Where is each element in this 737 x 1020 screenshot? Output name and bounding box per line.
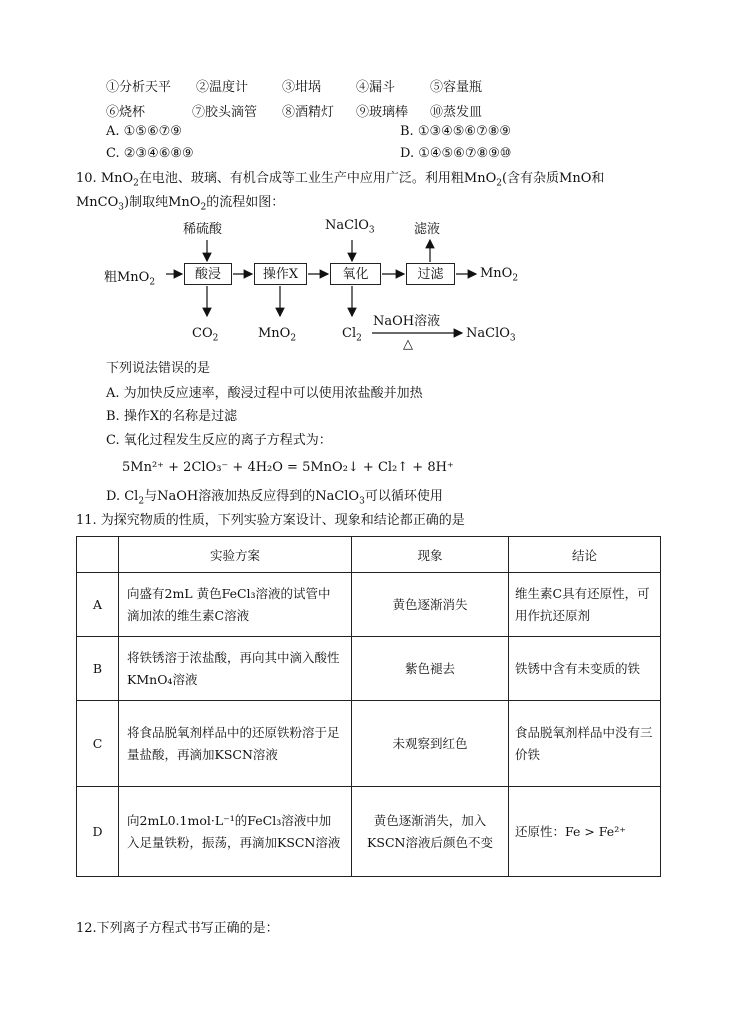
equipment-item-6: ⑥烧杯 [106, 105, 146, 120]
q11-stem: 11. 为探究物质的性质，下列实验方案设计、现象和结论都正确的是 [76, 513, 465, 528]
row-label: A [77, 573, 119, 637]
q10-option-b: B. 操作X的名称是过滤 [106, 409, 238, 424]
q10-option-d: D. $Cl_2$与NaOH溶液加热反应得到的NaClO$_3$可以循环使用 [106, 489, 443, 507]
equipment-item-1: ①分析天平 [106, 80, 172, 95]
flow-step-filtration: 过滤 [406, 263, 455, 285]
row-plan: 向2mL0.1mol·L⁻¹的FeCl₃溶液中加入足量铁粉，振荡，再滴加KSCN溶液 [119, 787, 352, 877]
flow-start-crude-mno2: 粗MnO$_2$ [104, 270, 156, 288]
q9-option-b: B. ①③④⑤⑥⑦⑧⑨ [400, 124, 512, 139]
row-label: B [77, 637, 119, 701]
q10-equation: 5Mn²⁺ + 2ClO₃⁻ + 4H₂O = 5MnO₂↓ + Cl₂↑ + 8H⁺ [122, 460, 454, 475]
flow-condition-naoh: NaOH溶液 [373, 314, 441, 329]
equipment-item-8: ⑧酒精灯 [282, 105, 335, 120]
flow-byproduct-co2: $CO_2$ [192, 326, 219, 344]
table-header-conclusion: 结论 [509, 537, 661, 573]
row-label: D [77, 787, 119, 877]
flow-step-acid-leach: 酸浸 [184, 263, 232, 285]
row-phenomenon: 紫色褪去 [352, 637, 509, 701]
table-row [77, 701, 661, 787]
flow-byproduct-mno2: MnO$_2$ [258, 326, 297, 344]
row-phenomenon: 黄色逐渐消失，加入KSCN溶液后颜色不变 [352, 787, 509, 877]
flow-condition-heat: △ [403, 337, 413, 352]
table-header-plan: 实验方案 [119, 537, 352, 573]
table-row [77, 637, 661, 701]
q10-option-c: C. 氧化过程发生反应的离子方程式为： [106, 433, 332, 448]
row-plan: 向盛有2mL 黄色FeCl₃溶液的试管中滴加浓的维生素C溶液 [119, 573, 352, 637]
experiment-table [76, 536, 661, 877]
row-conclusion: 食品脱氧剂样品中没有三价铁 [509, 701, 661, 787]
flow-end-mno2: MnO$_2$ [480, 266, 519, 284]
row-phenomenon: 未观察到红色 [352, 701, 509, 787]
table-header-label [77, 537, 119, 573]
row-conclusion: 维生素C具有还原性，可用作抗还原剂 [509, 573, 661, 637]
q10-stem-line1: 10. MnO$_2$在电池、玻璃、有机合成等工业生产中应用广泛。利用粗MnO$_2$(含有杂质MnO和 [76, 171, 605, 189]
equipment-item-10: ⑩蒸发皿 [430, 105, 483, 120]
table-header-row [77, 537, 661, 573]
row-plan: 将食品脱氧剂样品中的还原铁粉溶于足量盐酸，再滴加KSCN溶液 [119, 701, 352, 787]
flow-reagent-sulfuric-acid: 稀硫酸 [183, 222, 223, 237]
flow-filtrate: 滤液 [414, 222, 441, 237]
table-header-phenomenon: 现象 [352, 537, 509, 573]
flow-reagent-naclo3: NaClO$_3$ [325, 218, 375, 236]
equipment-item-2: ②温度计 [196, 80, 249, 95]
row-phenomenon: 黄色逐渐消失 [352, 573, 509, 637]
equipment-item-3: ③坩埚 [282, 80, 322, 95]
table-row [77, 787, 661, 877]
q9-option-d: D. ①④⑤⑥⑦⑧⑨⑩ [400, 146, 512, 161]
q9-option-a: A. ①⑤⑥⑦⑨ [106, 124, 182, 139]
q9-option-c: C. ②③④⑥⑧⑨ [106, 146, 194, 161]
q10-option-a: A. 为加快反应速率，酸浸过程中可以使用浓盐酸并加热 [106, 386, 423, 401]
equipment-item-5: ⑤容量瓶 [430, 80, 483, 95]
q10-stem-line2: MnCO$_3$)制取纯MnO$_2$的流程如图： [76, 195, 285, 213]
flow-step-operation-x: 操作X [254, 263, 307, 285]
row-conclusion: 还原性：Fe > Fe²⁺ [509, 787, 661, 877]
row-conclusion: 铁锈中含有未变质的铁 [509, 637, 661, 701]
flow-product-naclo3: NaClO$_3$ [466, 326, 516, 344]
flow-step-oxidation: 氧化 [330, 263, 381, 285]
flow-byproduct-cl2: $Cl_2$ [342, 326, 362, 344]
row-plan: 将铁锈溶于浓盐酸，再向其中滴入酸性KMnO₄溶液 [119, 637, 352, 701]
equipment-item-7: ⑦胶头滴管 [192, 105, 258, 120]
row-label: C [77, 701, 119, 787]
equipment-item-4: ④漏斗 [356, 80, 396, 95]
equipment-item-9: ⑨玻璃棒 [356, 105, 409, 120]
q10-ask: 下列说法错误的是 [106, 361, 211, 376]
flow-arrows [0, 0, 737, 360]
table-row [77, 573, 661, 637]
q12-stem: 12.下列离子方程式书写正确的是： [76, 921, 279, 936]
